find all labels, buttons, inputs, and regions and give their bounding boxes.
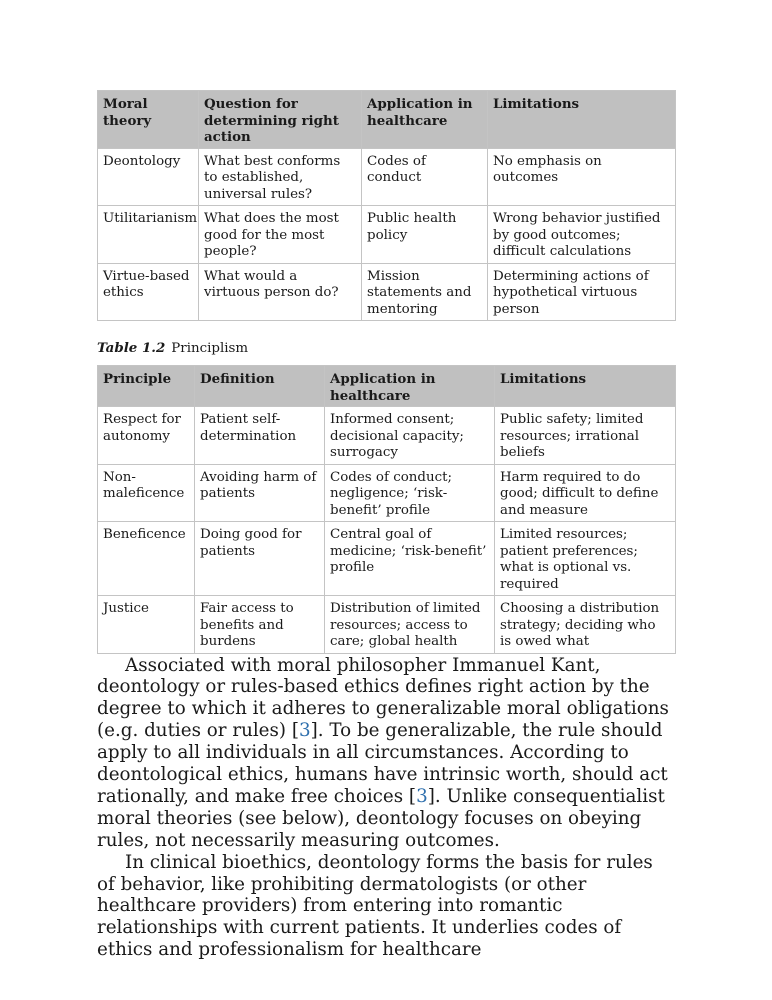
column-header: Principle	[98, 366, 195, 407]
table-cell: Doing good for patients	[195, 522, 325, 596]
table-cell: Non-maleficence	[98, 464, 195, 522]
table-cell: Fair access to benefits and burdens	[195, 596, 325, 654]
table-header-row	[98, 366, 676, 407]
column-header: Limitations	[495, 366, 676, 407]
table-cell: Determining actions of hypothetical virtuous person	[488, 263, 676, 321]
table-cell: Beneficence	[98, 522, 195, 596]
table-cell: No emphasis on outcomes	[488, 148, 676, 206]
table-cell: Wrong behavior justified by good outcomes; difficult calculations	[488, 206, 676, 264]
table-cell: Patient self-determination	[195, 407, 325, 465]
table-cell: Respect for autonomy	[98, 407, 195, 465]
table-cell: Deontology	[98, 148, 199, 206]
table-caption-title: Principlism	[171, 341, 249, 356]
citation-link[interactable]: 3	[416, 785, 428, 807]
table-cell: Justice	[98, 596, 195, 654]
table-row	[98, 464, 676, 522]
table-row	[98, 148, 676, 206]
paragraph	[97, 655, 675, 852]
moral-theory-table	[97, 90, 676, 321]
table-cell: Public health policy	[362, 206, 488, 264]
paragraph-text: ]. Unlike consequentialist moral theories (see below), deontology focuses on obeying rules, not necessarily measuring outcomes.	[97, 785, 665, 851]
column-header: Definition	[195, 366, 325, 407]
table-cell: Avoiding harm of patients	[195, 464, 325, 522]
table-row	[98, 206, 676, 264]
table-cell: Codes of conduct; negligence; ‘risk-benefit’ profile	[325, 464, 495, 522]
table-row	[98, 596, 676, 654]
table-row	[98, 407, 676, 465]
page-content	[97, 90, 675, 961]
table-cell: Limited resources; patient preferences; what is optional vs. required	[495, 522, 676, 596]
table-cell: Harm required to do good; difficult to define and measure	[495, 464, 676, 522]
table-cell: What does the most good for the most people?	[199, 206, 362, 264]
column-header: Application in healthcare	[325, 366, 495, 407]
table-header-row	[98, 91, 676, 149]
paragraph: In clinical bioethics, deontology forms the basis for rules of behavior, like prohibiting dermatologists (or other healthcare providers) from entering into romantic relationships with current patients. It underlies codes of ethics and professionalism for healthcare	[97, 851, 653, 961]
table-cell: Mission statements and mentoring	[362, 263, 488, 321]
table-cell: Utilitarianism	[98, 206, 199, 264]
column-header: Question for determining right action	[199, 91, 362, 149]
paragraph-text: Associated with moral philosopher Immanuel Kant, deontology or rules-based ethics defines right action by the degree to which it adheres to generalizable moral obligations (e.g. duties or rules) [	[97, 654, 669, 742]
column-header: Application in healthcare	[362, 91, 488, 149]
column-header: Moral theory	[98, 91, 199, 149]
table-cell: What best conforms to established, universal rules?	[199, 148, 362, 206]
table-cell: Distribution of limited resources; access to care; global health	[325, 596, 495, 654]
table-cell: Informed consent; decisional capacity; surrogacy	[325, 407, 495, 465]
table-cell: Central goal of medicine; ‘risk-benefit’ profile	[325, 522, 495, 596]
principlism-table	[97, 365, 676, 654]
table-cell: What would a virtuous person do?	[199, 263, 362, 321]
body-text	[97, 655, 675, 962]
table-cell: Choosing a distribution strategy; deciding who is owed what	[495, 596, 676, 654]
citation-link[interactable]: 3	[298, 720, 311, 742]
table-row	[98, 522, 676, 596]
paragraph-text: ]. To be generalizable, the rule should apply to all individuals in all circumstances. According to deontological ethics, humans have intrinsic worth, should act rationally, and make free choices [	[97, 720, 668, 807]
table-caption	[97, 340, 675, 356]
table-cell: Codes of conduct	[362, 148, 488, 206]
table-cell: Public safety; limited resources; irrational beliefs	[495, 407, 676, 465]
column-header: Limitations	[488, 91, 676, 149]
table-cell: Virtue-based ethics	[98, 263, 199, 321]
table-row	[98, 263, 676, 321]
table-caption-label: Table 1.2	[97, 340, 166, 356]
